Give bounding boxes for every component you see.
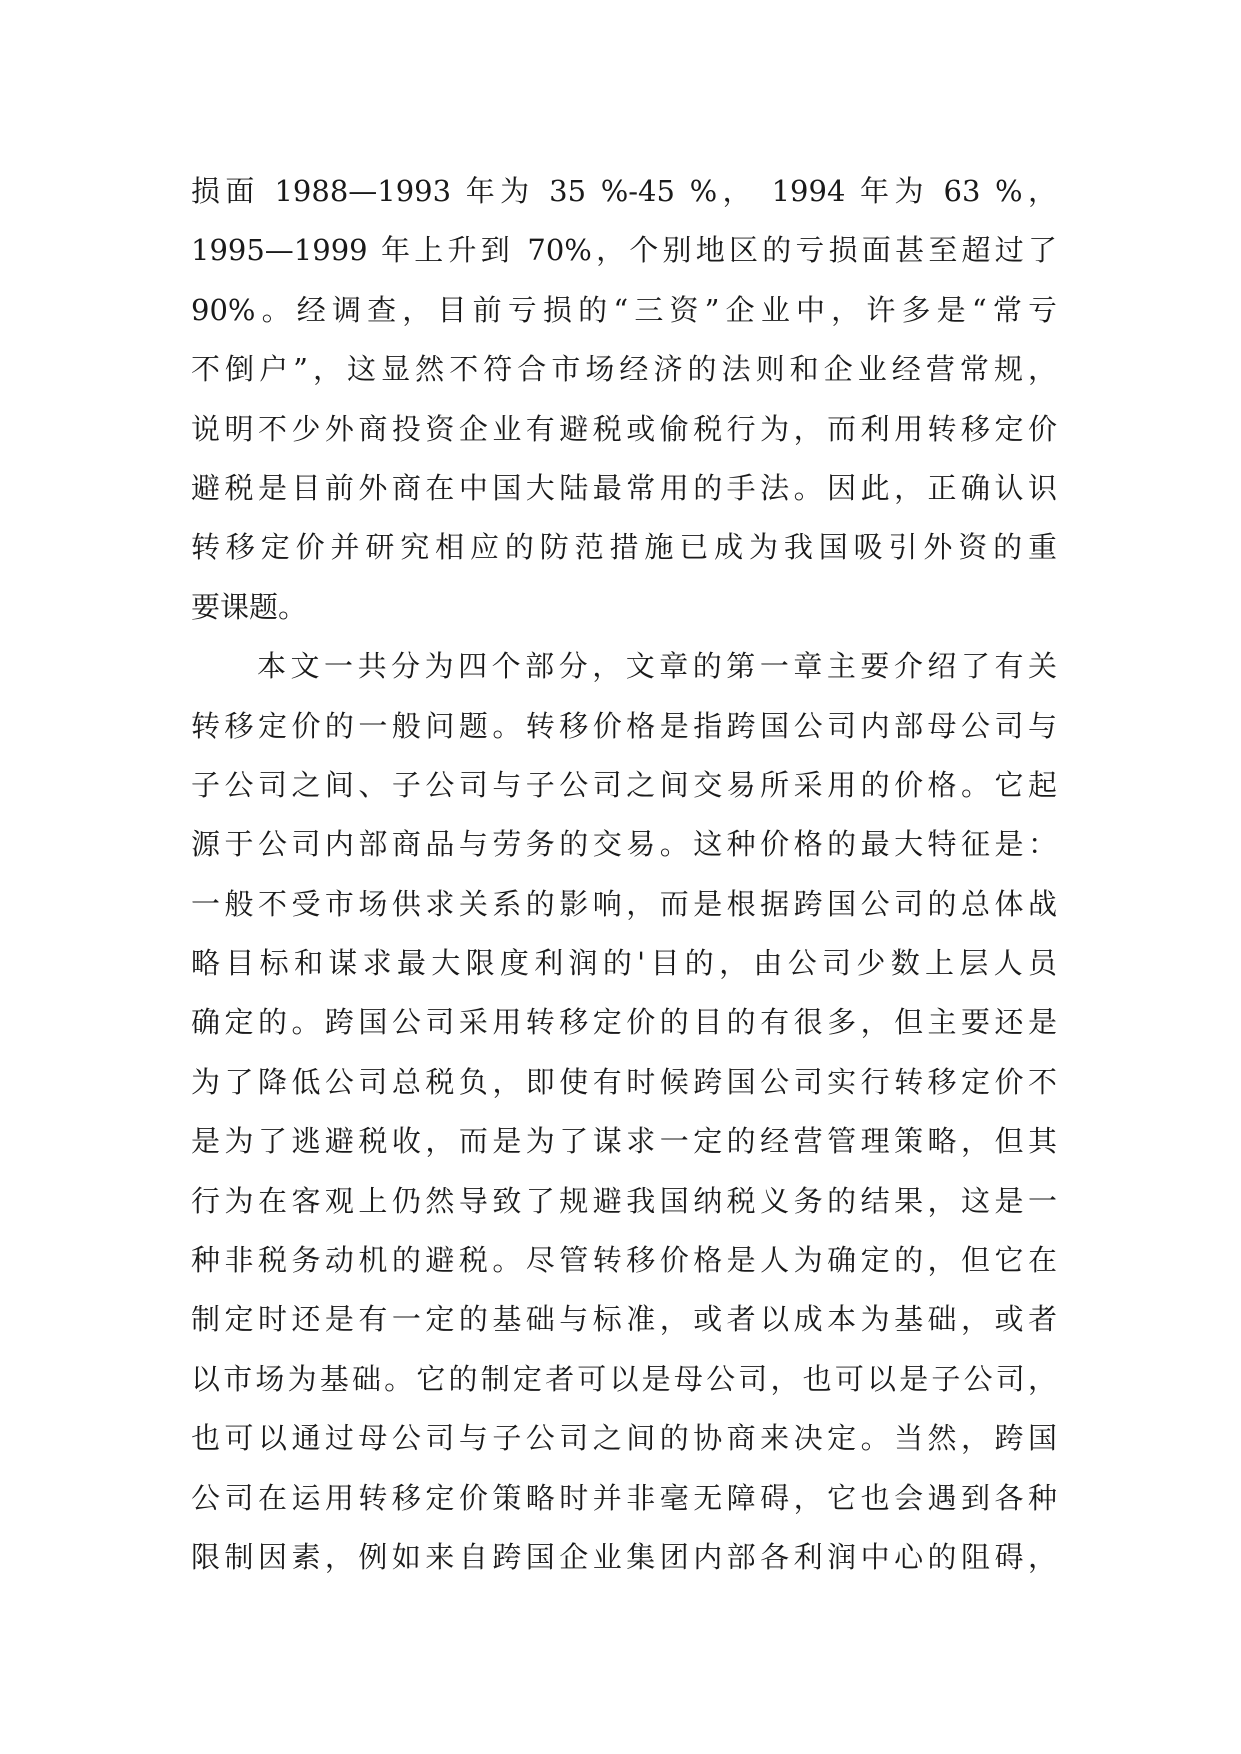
paragraph-2 <box>191 637 1057 1587</box>
text-line: 略目标和谋求最大限度利润的'目的，由公司少数上层人员 <box>191 946 1057 981</box>
text-line: 也可以通过母公司与子公司之间的协商来决定。当然，跨国 <box>191 1421 1057 1456</box>
text-line: 是为了逃避税收，而是为了谋求一定的经营管理策略，但其 <box>191 1124 1057 1159</box>
text-line: 制定时还是有一定的基础与标准，或者以成本为基础，或者 <box>191 1302 1057 1337</box>
text-line: 子公司之间、子公司与子公司之间交易所采用的价格。它起 <box>191 767 1057 802</box>
text-line: 90%。经调查，目前亏损的“三资”企业中，许多是“常亏 <box>191 292 1057 327</box>
text-line: 种非税务动机的避税。尽管转移价格是人为确定的，但它在 <box>191 1243 1057 1278</box>
text-line: 损面 1988—1993 年为 35 %-45 %， 1994 年为 63 %， <box>191 174 1057 208</box>
text-line: 公司在运用转移定价策略时并非毫无障碍，它也会遇到各种 <box>191 1480 1057 1515</box>
text-line: 说明不少外商投资企业有避税或偷税行为，而利用转移定价 <box>191 411 1057 446</box>
text-line: 1995—1999 年上升到 70%，个别地区的亏损面甚至超过了 <box>191 233 1057 268</box>
text-line: 行为在客观上仍然导致了规避我国纳税义务的结果，这是一 <box>191 1183 1057 1218</box>
text-line: 本文一共分为四个部分，文章的第一章主要介绍了有关 <box>257 649 1057 684</box>
text-line: 一般不受市场供求关系的影响，而是根据跨国公司的总体战 <box>191 886 1057 921</box>
text-line: 不倒户”，这显然不符合市场经济的法则和企业经营常规， <box>191 352 1057 387</box>
text-line: 转移定价的一般问题。转移价格是指跨国公司内部母公司与 <box>191 708 1057 743</box>
body-text <box>191 162 1057 1587</box>
text-line: 限制因素，例如来自跨国企业集团内部各利润中心的阻碍， <box>191 1539 1057 1574</box>
text-line: 为了降低公司总税负，即使有时候跨国公司实行转移定价不 <box>191 1064 1057 1099</box>
text-line: 确定的。跨国公司采用转移定价的目的有很多，但主要还是 <box>191 1005 1057 1040</box>
text-line: 以市场为基础。它的制定者可以是母公司，也可以是子公司， <box>191 1361 1057 1396</box>
text-line: 转移定价并研究相应的防范措施已成为我国吸引外资的重 <box>191 530 1057 565</box>
text-line: 源于公司内部商品与劳务的交易。这种价格的最大特征是： <box>191 827 1057 862</box>
text-line: 避税是目前外商在中国大陆最常用的手法。因此，正确认识 <box>191 470 1057 505</box>
paragraph-1 <box>191 162 1057 637</box>
text-line: 要课题。 <box>191 589 308 624</box>
